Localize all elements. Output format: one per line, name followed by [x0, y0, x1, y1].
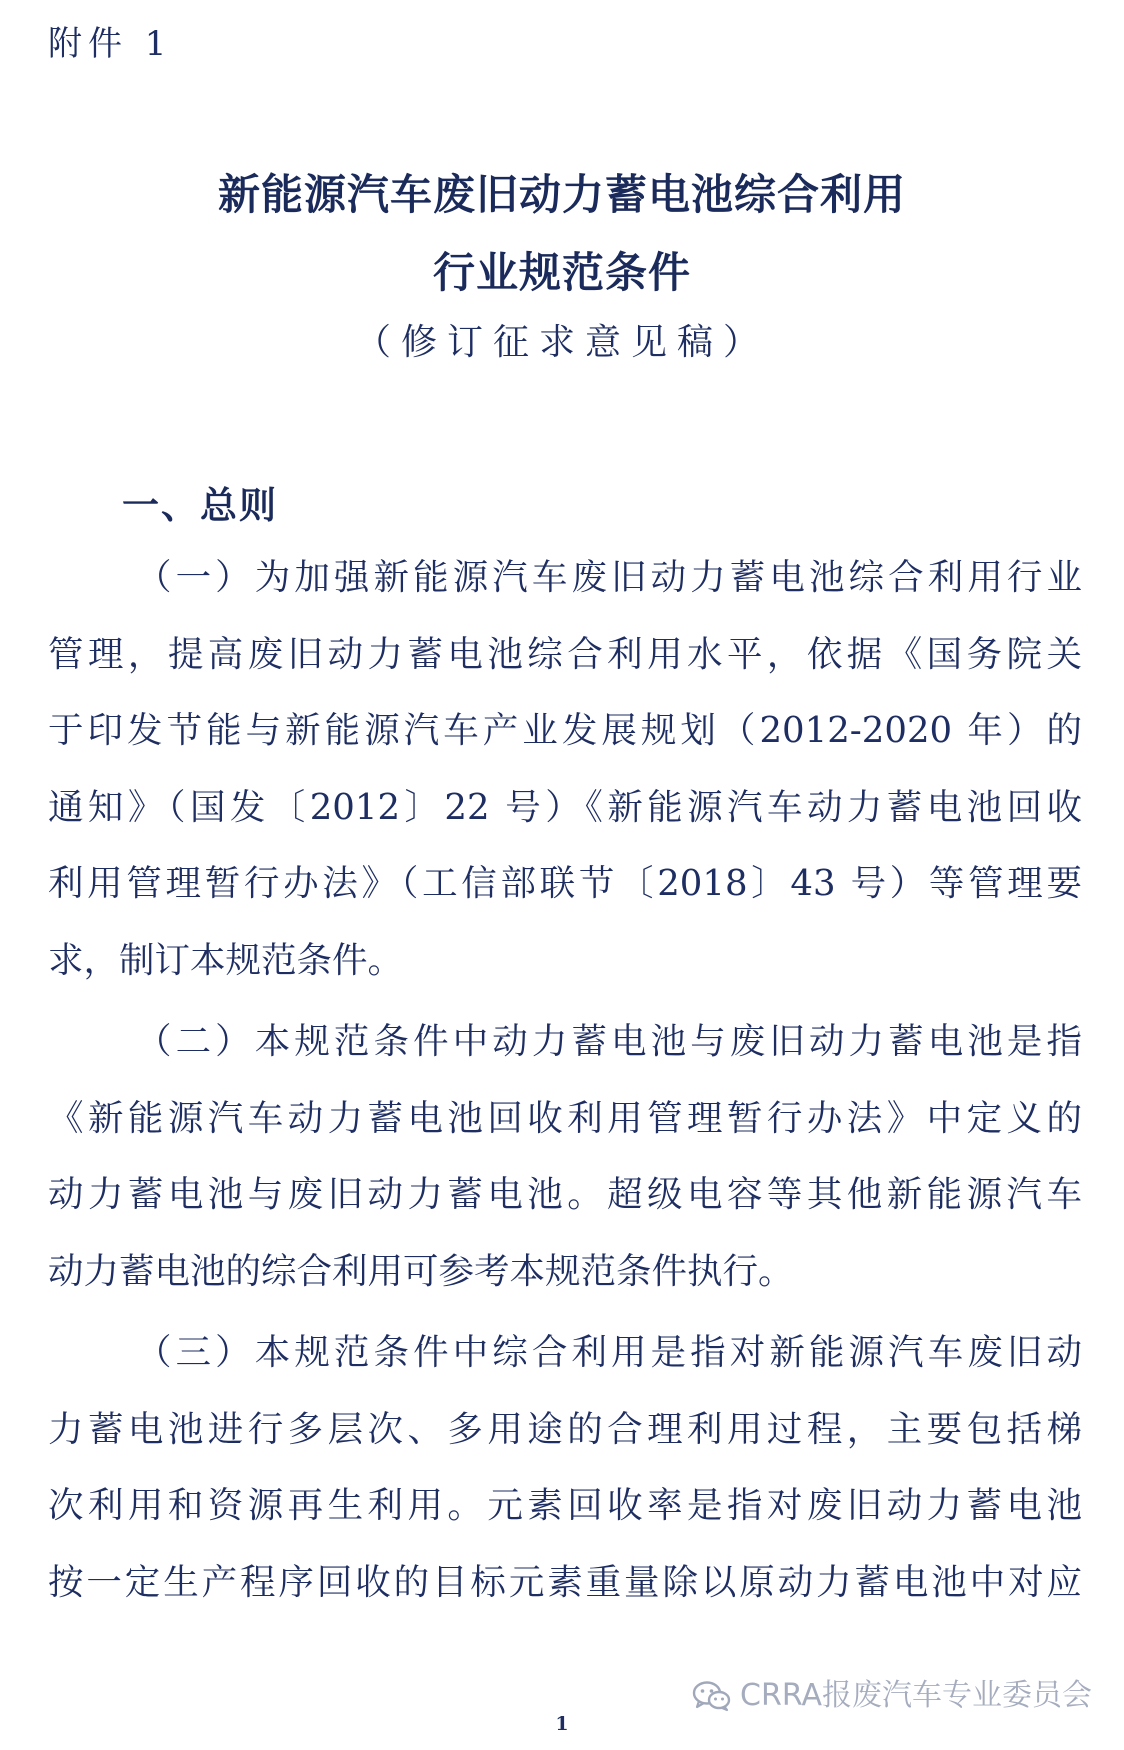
attachment-label: 附件 1 [48, 24, 173, 64]
paragraph-line: 次利用和资源再生利用。元素回收率是指对废旧动力蓄电池 [48, 1485, 1082, 1526]
watermark [692, 1676, 1092, 1716]
paragraph-line: 按一定生产程序回收的目标元素重量除以原动力蓄电池中对应 [48, 1561, 1082, 1603]
paragraph-line: 管理，提高废旧动力蓄电池综合利用水平，依据《国务院关 [48, 633, 1082, 675]
paragraph-line: 力蓄电池进行多层次、多用途的合理利用过程，主要包括梯 [48, 1408, 1082, 1450]
paragraph-line: 《新能源汽车动力蓄电池回收利用管理暂行办法》中定义的 [48, 1097, 1082, 1139]
paragraph-2 [48, 1004, 1082, 1310]
paragraph-line: （三）本规范条件中综合利用是指对新能源汽车废旧动 [136, 1332, 1082, 1373]
paragraph-line: 于印发节能与新能源汽车产业发展规划（2012-2020 年）的 [48, 710, 1082, 751]
paragraph-1 [48, 540, 1082, 999]
watermark-text: CRRA报废汽车专业委员会 [740, 1678, 1092, 1713]
document-title-line-1: 新能源汽车废旧动力蓄电池综合利用 [217, 170, 906, 219]
paragraph-line: 动力蓄电池的综合利用可参考本规范条件执行。 [48, 1250, 794, 1292]
paragraph-line: （二）本规范条件中动力蓄电池与废旧动力蓄电池是指 [136, 1021, 1082, 1062]
wechat-icon [692, 1679, 732, 1713]
paragraph-line: 利用管理暂行办法》（工信部联节〔2018〕43 号）等管理要 [48, 863, 1082, 904]
paragraph-line: 求，制订本规范条件。 [48, 939, 404, 981]
section-heading-general: 一、总则 [122, 484, 278, 527]
paragraph-line: 通知》（国发〔2012〕22 号）《新能源汽车动力蓄电池回收 [48, 786, 1082, 828]
paragraph-line: （一）为加强新能源汽车废旧动力蓄电池综合利用行业 [136, 557, 1082, 598]
document-subtitle: （修订征求意见稿） [354, 322, 769, 363]
page-number: 1 [555, 1713, 569, 1735]
paragraph-3 [48, 1315, 1082, 1621]
document-title-line-2: 行业规范条件 [432, 248, 691, 297]
paragraph-line: 动力蓄电池与废旧动力蓄电池。超级电容等其他新能源汽车 [48, 1174, 1082, 1215]
